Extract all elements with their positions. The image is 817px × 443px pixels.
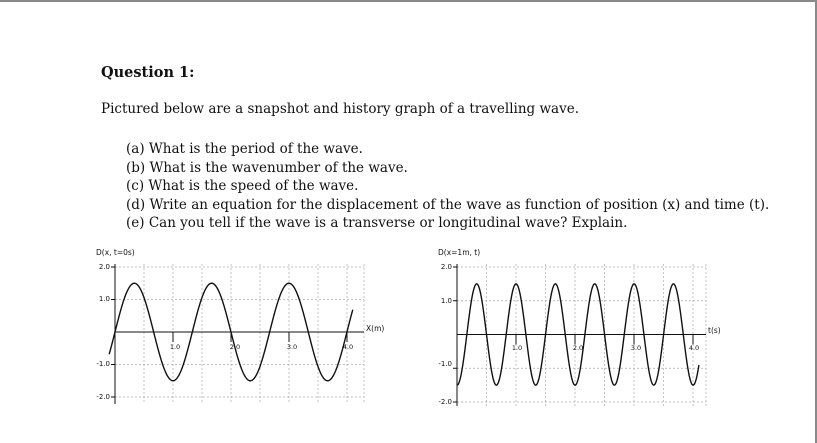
y-tick-label: -2.0 (96, 393, 110, 401)
window-top-border (0, 0, 817, 2)
x-tick-label: 2.0 (229, 343, 241, 351)
x-tick-label: 1.0 (169, 343, 181, 351)
history-graph (432, 244, 732, 414)
question-part-e: (e) Can you tell if the wave is a transverse or longitudinal wave? Explain. (126, 215, 628, 231)
x-tick-label: 3.0 (630, 344, 642, 352)
question-parts-list (126, 140, 769, 233)
chart-title: D(x, t=0s) (96, 248, 135, 257)
y-tick-label: -1.0 (438, 360, 452, 368)
question-part-b: (b) What is the wavenumber of the wave. (126, 159, 408, 176)
x-tick-label: 4.0 (688, 344, 700, 352)
question-part-d: (d) Write an equation for the displacement of the wave as function of position (x) and time (t). (126, 196, 770, 213)
x-axis-label: t(s) (708, 326, 721, 335)
x-tick-label: 2.0 (572, 344, 584, 352)
x-tick-label: 3.0 (286, 343, 298, 351)
question-title: Question 1: (101, 64, 195, 81)
x-tick-label: 4.0 (342, 343, 354, 351)
y-tick-label: 1.0 (98, 295, 110, 303)
question-part-c: (c) What is the speed of the wave. (126, 178, 359, 194)
y-tick-label: -1.0 (96, 360, 110, 368)
snapshot-graph (90, 244, 390, 414)
x-axis-label: X(m) (366, 324, 385, 333)
x-tick-label: 1.0 (511, 344, 523, 352)
y-tick-label: 2.0 (98, 263, 110, 271)
y-tick-label: 2.0 (440, 263, 452, 271)
y-tick-label: 1.0 (440, 297, 452, 305)
chart-title: D(x=1m, t) (438, 248, 481, 257)
y-tick-label: -2.0 (438, 398, 452, 406)
question-intro: Pictured below are a snapshot and history graph of a travelling wave. (101, 101, 579, 117)
question-part-a: (a) What is the period of the wave. (126, 141, 363, 157)
